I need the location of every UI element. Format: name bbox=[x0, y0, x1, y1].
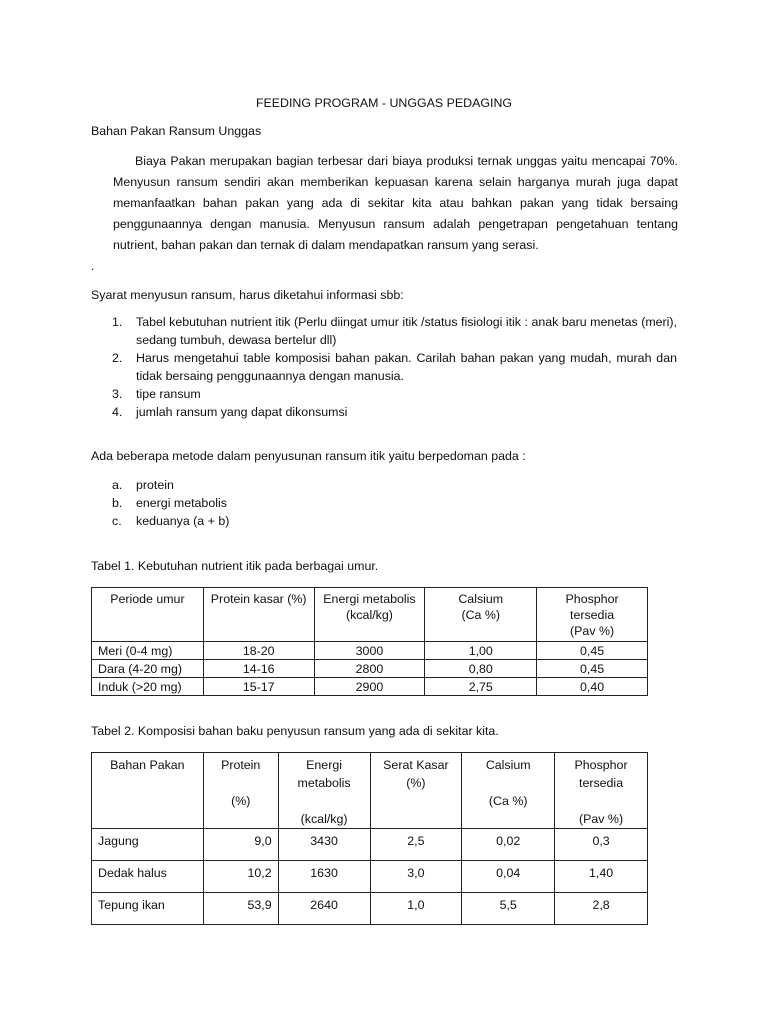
table-cell: 53,9 bbox=[203, 893, 278, 925]
section-heading-metode: Ada beberapa metode dalam penyusunan ransum itik yaitu berpedoman pada : bbox=[91, 449, 526, 463]
list-item-text: Harus mengetahui table komposisi bahan pakan. Carilah bahan pakan yang mudah, murah dan tidak bersaing penggunaannya dengan manusia. bbox=[136, 351, 677, 383]
list-item-text: jumlah ransum yang dapat dikonsumsi bbox=[136, 404, 348, 419]
table-cell: 2640 bbox=[278, 893, 370, 925]
list-letter: a. bbox=[112, 478, 123, 492]
table-cell: 5,5 bbox=[462, 893, 555, 925]
table-cell: Meri (0-4 mg) bbox=[92, 642, 204, 660]
table-row bbox=[92, 678, 648, 696]
table-cell: 0,02 bbox=[462, 829, 555, 861]
table-cell: 14-16 bbox=[203, 660, 314, 678]
table-header-row bbox=[92, 588, 648, 642]
list-number: 4. bbox=[112, 404, 123, 419]
list-item-text: Tabel kebutuhan nutrient itik (Perlu diingat umur itik /status fisiologi itik : anak baru menetas (meri), sedang tumbuh, dewasa bertelur dll) bbox=[136, 315, 677, 347]
stray-dot: . bbox=[91, 259, 95, 273]
list-item-text: tipe ransum bbox=[136, 387, 201, 401]
table-cell: Dara (4-20 mg) bbox=[92, 660, 204, 678]
column-header: Phosphor tersedia (Pav %) bbox=[537, 588, 648, 642]
table-cell: 2,5 bbox=[370, 829, 462, 861]
table-cell: 2900 bbox=[314, 678, 425, 696]
column-header: Calsium (Ca %) bbox=[462, 753, 555, 829]
table-cell: 1630 bbox=[278, 861, 370, 893]
list-item-text: protein bbox=[136, 478, 174, 492]
table-row bbox=[92, 642, 648, 660]
list-item bbox=[112, 494, 536, 512]
table-cell: Tepung ikan bbox=[92, 893, 204, 925]
list-letter: b. bbox=[112, 496, 123, 510]
table-cell: 1,00 bbox=[425, 642, 537, 660]
list-item bbox=[112, 512, 536, 530]
list-item bbox=[112, 350, 677, 385]
table-cell: 1,0 bbox=[370, 893, 462, 925]
table-cell: 0,45 bbox=[537, 660, 648, 678]
list-item bbox=[112, 476, 536, 494]
table-cell: 2800 bbox=[314, 660, 425, 678]
table-cell: Dedak halus bbox=[92, 861, 204, 893]
table-cell: 1,40 bbox=[555, 861, 648, 893]
list-item-text: keduanya (a + b) bbox=[136, 514, 230, 528]
column-header: Protein (%) bbox=[203, 753, 278, 829]
nutrient-requirement-table bbox=[91, 587, 648, 696]
section-heading-bahan-pakan: Bahan Pakan Ransum Unggas bbox=[91, 124, 262, 138]
methods-list bbox=[112, 476, 536, 530]
list-item bbox=[112, 404, 677, 422]
table-cell: 0,3 bbox=[555, 829, 648, 861]
list-number: 1. bbox=[112, 315, 123, 329]
table-cell: 15-17 bbox=[203, 678, 314, 696]
table-cell: 9,0 bbox=[203, 829, 278, 861]
list-item bbox=[112, 386, 677, 404]
column-header: Phosphor tersedia (Pav %) bbox=[555, 753, 648, 829]
list-letter: c. bbox=[112, 514, 122, 528]
table-row bbox=[92, 861, 648, 893]
requirements-list bbox=[112, 314, 677, 421]
table-cell: 2,75 bbox=[425, 678, 537, 696]
column-header: Serat Kasar (%) bbox=[370, 753, 462, 829]
table-cell: 10,2 bbox=[203, 861, 278, 893]
table-header-row bbox=[92, 753, 648, 829]
intro-paragraph-text: Biaya Pakan merupakan bagian terbesar dari biaya produksi ternak unggas yaitu mencapai 70%. Menyusun ransum sendiri akan memberikan kepuasan karena selain harganya murah juga dapat memanfaatkan bahan pakan yang ada di sekitar kita atau bahkan pakan yang tidak bersaing penggunaannya dengan manusia. Menyusun ransum adalah pengetrapan pengetahuan tentang nutrient, bahan pakan dan ternak di dalam mendapatkan ransum yang serasi. bbox=[113, 154, 678, 252]
table-row bbox=[92, 660, 648, 678]
table-cell: Jagung bbox=[92, 829, 204, 861]
column-header: Bahan Pakan bbox=[92, 753, 204, 829]
table-row bbox=[92, 829, 648, 861]
table1-caption: Tabel 1. Kebutuhan nutrient itik pada berbagai umur. bbox=[91, 559, 379, 573]
list-number: 2. bbox=[112, 351, 123, 365]
column-header: Protein kasar (%) bbox=[203, 588, 314, 642]
table-cell: 0,40 bbox=[537, 678, 648, 696]
table-cell: 0,04 bbox=[462, 861, 555, 893]
intro-paragraph bbox=[113, 151, 678, 256]
column-header: Periode umur bbox=[92, 588, 204, 642]
document-title: FEEDING PROGRAM - UNGGAS PEDAGING bbox=[255, 96, 513, 110]
table-cell: 0,80 bbox=[425, 660, 537, 678]
table-cell: 3430 bbox=[278, 829, 370, 861]
section-heading-syarat: Syarat menyusun ransum, harus diketahui informasi sbb: bbox=[91, 288, 404, 302]
column-header: Energi metabolis (kcal/kg) bbox=[278, 753, 370, 829]
list-item-text: energi metabolis bbox=[136, 496, 227, 510]
list-item bbox=[112, 314, 677, 349]
table-row bbox=[92, 893, 648, 925]
table2-caption: Tabel 2. Komposisi bahan baku penyusun ransum yang ada di sekitar kita. bbox=[91, 724, 499, 738]
column-header: Energi metabolis (kcal/kg) bbox=[314, 588, 425, 642]
list-number: 3. bbox=[112, 387, 123, 401]
column-header: Calsium (Ca %) bbox=[425, 588, 537, 642]
table-cell: 3,0 bbox=[370, 861, 462, 893]
table-cell: 2,8 bbox=[555, 893, 648, 925]
table-cell: 3000 bbox=[314, 642, 425, 660]
feed-composition-table bbox=[91, 752, 648, 925]
table-cell: Induk (>20 mg) bbox=[92, 678, 204, 696]
table-cell: 18-20 bbox=[203, 642, 314, 660]
table-cell: 0,45 bbox=[537, 642, 648, 660]
